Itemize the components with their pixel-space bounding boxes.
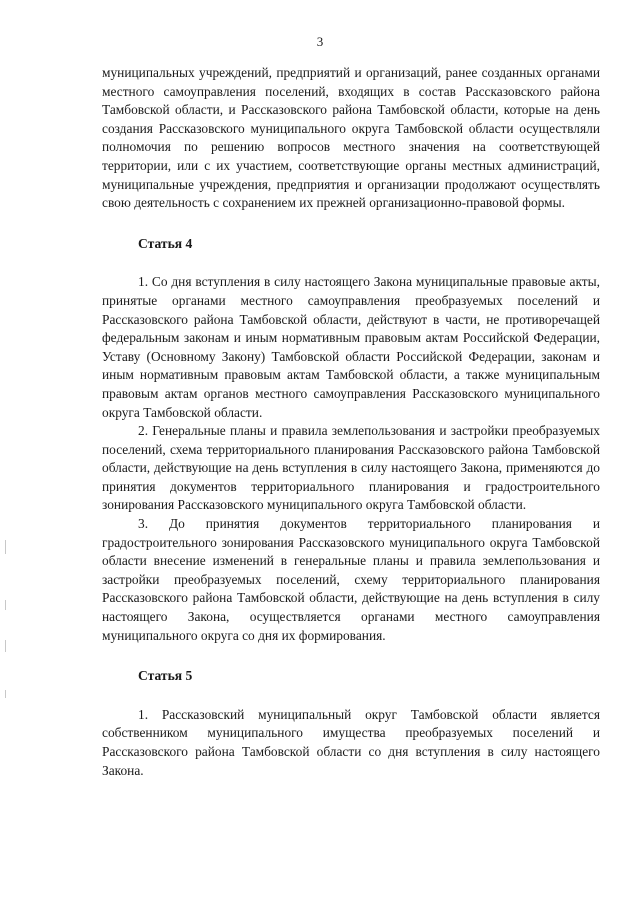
scan-margin-mark [5,640,6,652]
article-4-clause-3: 3. До принятия документов территориального планирования и градостроительного зонирования Рассказовского муниципального округа Тамбовской области внесение изменений в генеральные планы и правила землепользования и застройки преобразуемых поселений, схему территориального планирования Рассказовского района Тамбовской области, действующие на день вступления в силу настоящего Закона, осуществляется органами местного самоуправления муниципального округа со дня их формирования. [102,516,600,643]
article-4-clause-1: 1. Со дня вступления в силу настоящего Закона муниципальные правовые акты, принятые органами местного самоуправления преобразуемых поселений и Рассказовского района Тамбовской области, действуют в части, не противоречащей федеральным законам и иным нормативным правовым актам Российской Федерации, Уставу (Основному Закону) Тамбовской области Российской Федерации, законам и иным нормативным правовым актам Тамбовской области, а также муниципальным правовым актам органов местного самоуправления Рассказовского муниципального округа Тамбовской области. [102,274,600,420]
article-4-clause-2: 2. Генеральные планы и правила землепользования и застройки преобразуемых поселений, схема территориального планирования Рассказовского района Тамбовской области, действующие на день вступления в силу настоящего Закона, применяются до принятия документов территориального планирования и градостроительного зонирования Рассказовского муниципального округа Тамбовской области. [102,423,600,513]
article-heading: Статья 5 [138,668,193,684]
scan-margin-mark [5,540,6,554]
article-heading: Статья 4 [138,235,193,251]
article-5-clause-1: 1. Рассказовский муниципальный округ Тамбовской области является собственником муниципального имущества преобразуемых поселений и Рассказовского района Тамбовской области со дня вступления в силу настоящего Закона. [102,706,600,778]
scan-margin-mark [5,690,6,698]
page-number: 3 [316,34,324,49]
paragraph-continuation: муниципальных учреждений, предприятий и организаций, ранее созданных органами местного самоуправления поселений, входящих в состав Рассказовского района Тамбовской области, и Рассказовского района Тамбовской области, которые на день создания Рассказовского муниципального округа Тамбовской области осуществляли полномочия по решению вопросов местного значения на соответствующей территории, или с их участием, соответствующие органы местных администраций, муниципальные учреждения, предприятия и организации продолжают осуществлять свою деятельность с сохранением их прежней организационно-правовой формы. [102,65,600,211]
scan-margin-mark [5,600,6,610]
document-body [102,64,600,780]
